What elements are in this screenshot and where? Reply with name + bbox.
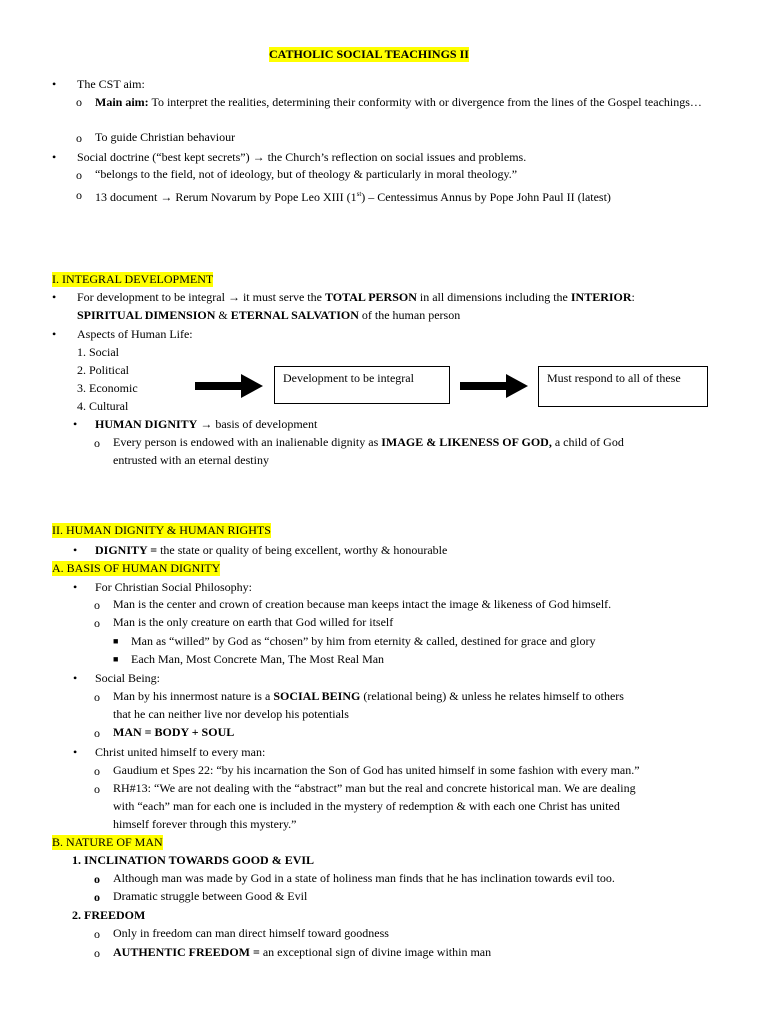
bullet-icon: • [73,580,78,594]
dignity-definition: DIGNITY = the state or quality of being excellent, worthy & honourable [95,543,448,557]
main-aim-text: Main aim: To interpret the realities, determining their conformity with or divergence from the lines of the Gospel teachings… [95,95,702,109]
square-bullet-icon: ■ [113,654,119,664]
bullet-icon: • [73,543,78,557]
guide-text: To guide Christian behaviour [95,130,236,144]
circle-bullet-icon: o [94,598,100,612]
rh13-text-1: RH#13: “We are not dealing with the “abstract” man but the real and concrete historical man. We are dealing [113,781,636,795]
right-arrow-icon [460,373,530,399]
subsection-a-heading: A. BASIS OF HUMAN DIGNITY [52,561,221,575]
circle-bullet-icon: o [94,616,100,630]
circle-bullet-icon: o [76,95,82,109]
page-title: CATHOLIC SOCIAL TEACHINGS II [269,47,469,61]
circle-bullet-icon: o [76,131,82,145]
christ-united-text: Christ united himself to every man: [95,745,266,759]
circle-bullet-icon: o [76,168,82,182]
aspect-item: 4. Cultural [77,399,129,413]
subsection-b-heading: B. NATURE OF MAN [52,835,163,849]
center-crown-text: Man is the center and crown of creation because man keeps intact the image & likeness of God himself. [113,597,612,611]
circle-bullet-icon: o [94,726,100,740]
bullet-icon: • [73,671,78,685]
rh13-text-2: with “each” man for each one is included in the mystery of redemption & with each one Christ has united [113,799,620,813]
only-creature-text: Man is the only creature on earth that God willed for itself [113,615,394,629]
aspect-item: 3. Economic [77,381,138,395]
document-13-text: 13 document → Rerum Novarum by Pope Leo XIII (1st) – Centessimus Annus by Pope John Paul II (latest) [95,190,611,204]
cst-aim-text: The CST aim: [77,77,145,91]
bullet-icon: • [52,327,57,341]
social-being-text: Social Being: [95,671,160,685]
aspect-item: 2. Political [77,363,129,377]
section-2-heading: II. HUMAN DIGNITY & HUMAN RIGHTS [52,523,271,537]
development-text-2: SPIRITUAL DIMENSION & ETERNAL SALVATION of the human person [77,308,461,322]
circle-bullet-icon: o [94,927,100,941]
gaudium-text: Gaudium et Spes 22: “by his incarnation the Son of God has united himself in some fashion with every man.” [113,763,640,777]
bullet-icon: • [52,150,57,164]
dramatic-text: Dramatic struggle between Good & Evil [113,889,308,903]
social-doctrine-text: Social doctrine (“best kept secrets”) → the Church’s reflection on social issues and problems. [77,150,527,164]
christian-philosophy-text: For Christian Social Philosophy: [95,580,253,594]
aspect-item: 1. Social [77,345,119,359]
every-person-text: Every person is endowed with an inalienable dignity as IMAGE & LIKENESS OF GOD, a child of God [113,435,624,449]
bullet-icon: • [73,417,78,431]
inclination-heading: 1. INCLINATION TOWARDS GOOD & EVIL [72,853,315,867]
circle-bullet-icon: o [94,690,100,704]
square-bullet-icon: ■ [113,636,119,646]
circle-bullet-icon: o [94,946,100,960]
freedom-heading: 2. FREEDOM [72,908,146,922]
development-box: Development to be integral [274,366,450,404]
man-body-soul-text: MAN = BODY + SOUL [113,725,235,739]
circle-bullet-icon: o [76,188,82,202]
human-dignity-text: HUMAN DIGNITY → basis of development [95,417,318,431]
section-1-heading: I. INTEGRAL DEVELOPMENT [52,272,214,286]
rh13-text-3: himself forever through this mystery.” [113,817,297,831]
although-text: Although man was made by God in a state of holiness man finds that he has inclination towards evil too. [113,871,615,885]
bullet-icon: • [52,290,57,304]
right-arrow-icon [195,373,265,399]
every-person-text-2: entrusted with an eternal destiny [113,453,269,467]
development-text: For development to be integral → it must serve the TOTAL PERSON in all dimensions including the INTERIOR: [77,290,635,304]
bullet-icon: • [73,745,78,759]
belongs-text: “belongs to the field, not of ideology, but of theology & particularly in moral theology.” [95,167,518,181]
circle-bullet-icon: o [94,890,100,904]
circle-bullet-icon: o [94,436,100,450]
aspects-text: Aspects of Human Life: [77,327,193,341]
each-man-text: Each Man, Most Concrete Man, The Most Real Man [131,652,385,666]
circle-bullet-icon: o [94,764,100,778]
must-respond-box: Must respond to all of these [538,366,708,407]
only-freedom-text: Only in freedom can man direct himself toward goodness [113,926,389,940]
innermost-nature-text: Man by his innermost nature is a SOCIAL BEING (relational being) & unless he relates himself to others [113,689,624,703]
authentic-freedom-text: AUTHENTIC FREEDOM = an exceptional sign of divine image within man [113,945,492,959]
circle-bullet-icon: o [94,872,100,886]
innermost-nature-text-2: that he can neither live nor develop his potentials [113,707,349,721]
willed-text: Man as “willed” by God as “chosen” by him from eternity & called, destined for grace and glory [131,634,596,648]
bullet-icon: • [52,77,57,91]
circle-bullet-icon: o [94,782,100,796]
